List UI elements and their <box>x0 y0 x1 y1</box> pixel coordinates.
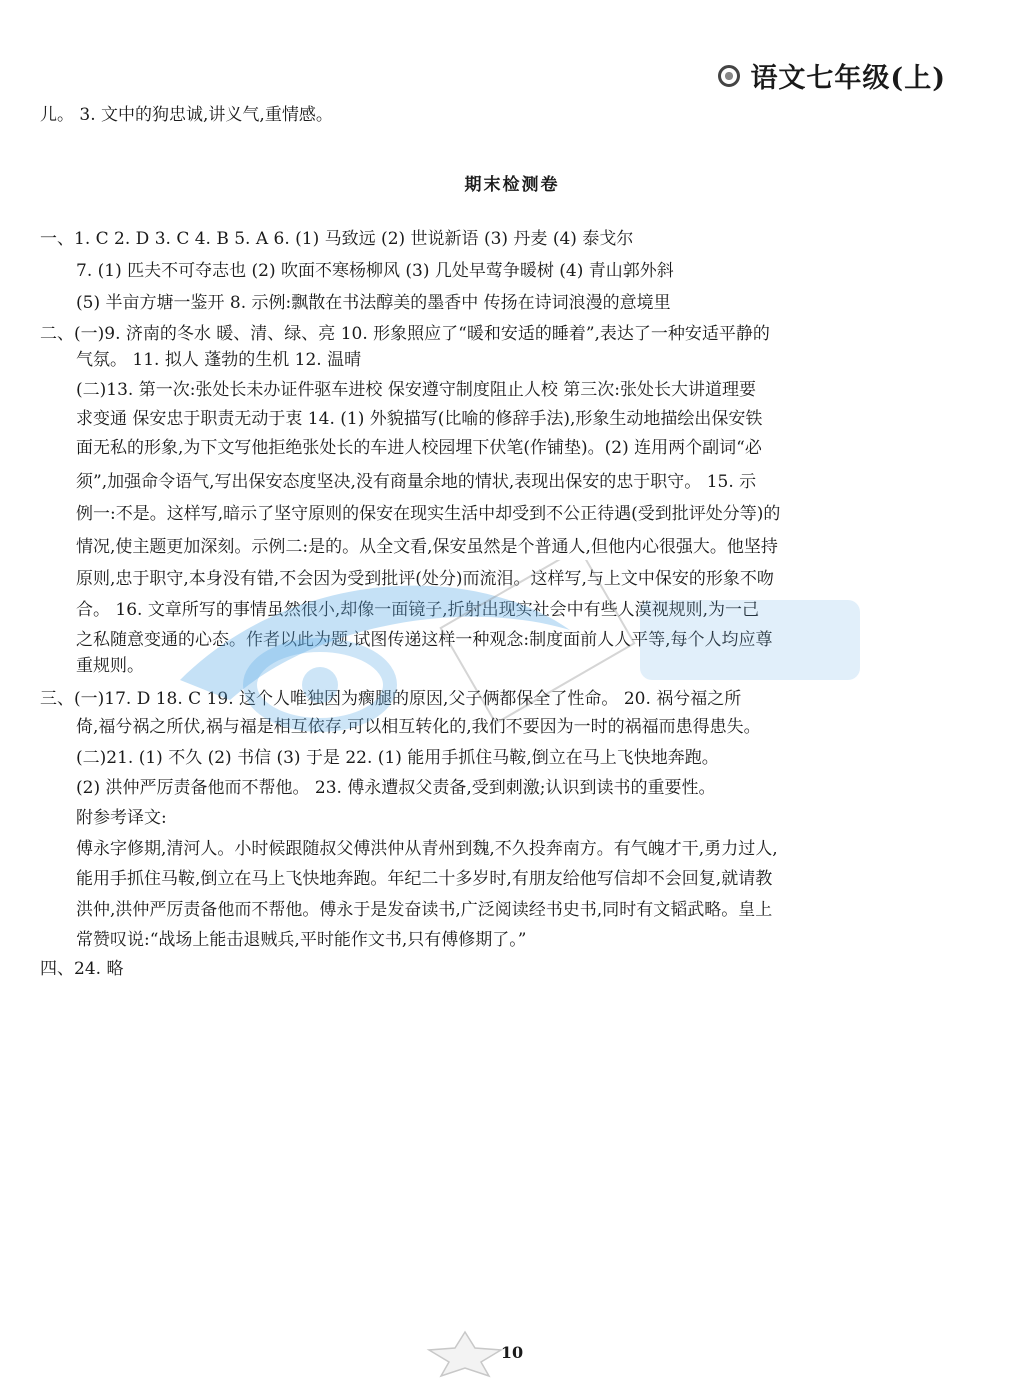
page-number: 10 <box>500 1343 524 1362</box>
answer-line: 重规则。 <box>76 656 144 676</box>
answer-line: 例一:不是。这样写,暗示了坚守原则的保安在现实生活中却受到不公正待遇(受到批评处分等)的 <box>76 504 781 524</box>
translation-line: 傅永字修期,清河人。小时候跟随叔父傅洪仲从青州到魏,不久投奔南方。有气魄才干,勇力过人, <box>76 839 778 859</box>
answer-line: (2) 洪仲严厉责备他而不帮他。 23. 傅永遭叔父责备,受到刺激;认识到读书的重要性。 <box>76 778 716 798</box>
answer-line: 倚,福兮祸之所伏,祸与福是相互依存,可以相互转化的,我们不要因为一时的祸福而患得患失。 <box>76 717 761 737</box>
answer-line: 附参考译文: <box>76 808 167 828</box>
answer-line: 三、(一)17. D 18. C 19. 这个人唯独因为瘸腿的原因,父子俩都保全了性命。 20. 祸兮福之所 <box>40 689 742 709</box>
answer-line: 求变通 保安忠于职责无动于衷 14. (1) 外貌描写(比喻的修辞手法),形象生动地描绘出保安铁 <box>76 409 763 429</box>
continuation-line: 儿。 3. 文中的狗忠诚,讲义气,重情感。 <box>40 105 333 125</box>
answer-line: (二)21. (1) 不久 (2) 书信 (3) 于是 22. (1) 能用手抓住马鞍,倒立在马上飞快地奔跑。 <box>76 748 719 768</box>
subject-title: 语文七年级(上) <box>750 63 946 94</box>
translation-line: 能用手抓住马鞍,倒立在马上飞快地奔跑。年纪二十多岁时,有朋友给他写信却不会回复,就请教 <box>76 869 773 889</box>
answer-line: 二、(一)9. 济南的冬水 暖、清、绿、亮 10. 形象照应了“暖和安适的睡着”,表达了一种安适平静的 <box>40 324 770 344</box>
circle-bullet-icon <box>718 65 740 87</box>
answer-line: 原则,忠于职守,本身没有错,不会因为受到批评(处分)而流泪。这样写,与上文中保安的形象不吻 <box>76 569 774 589</box>
answer-line: 情况,使主题更加深刻。示例二:是的。从全文看,保安虽然是个普通人,但他内心很强大。他坚持 <box>76 537 778 557</box>
answer-line: 之私随意变通的心态。作者以此为题,试图传递这样一种观念:制度面前人人平等,每个人均应尊 <box>76 630 773 650</box>
answer-line: 气氛。 11. 拟人 蓬勃的生机 12. 温晴 <box>76 350 362 370</box>
section-title: 期末检测卷 <box>464 175 560 195</box>
page-header <box>718 56 946 95</box>
answer-line: 一、1. C 2. D 3. C 4. B 5. A 6. (1) 马致远 (2) 世说新语 (3) 丹麦 (4) 泰戈尔 <box>40 229 634 249</box>
translation-line: 洪仲,洪仲严厉责备他而不帮他。傅永于是发奋读书,广泛阅读经书史书,同时有文韬武略。皇上 <box>76 900 773 920</box>
answer-line: 须”,加强命令语气,写出保安态度坚决,没有商量余地的情状,表现出保安的忠于职守。 15. 示 <box>76 472 757 492</box>
translation-line: 常赞叹说:“战场上能击退贼兵,平时能作文书,只有傅修期了。” <box>76 930 527 950</box>
answer-line: 7. (1) 匹夫不可夺志也 (2) 吹面不寒杨柳风 (3) 几处早莺争暖树 (4) 青山郭外斜 <box>76 261 674 281</box>
answer-line: 面无私的形象,为下文写他拒绝张处长的车进人校园埋下伏笔(作铺垫)。(2) 连用两个副词“必 <box>76 438 762 458</box>
answer-line: (5) 半亩方塘一鉴开 8. 示例:飘散在书法醇美的墨香中 传扬在诗词浪漫的意境里 <box>76 293 671 313</box>
answer-line: 合。 16. 文章所写的事情虽然很小,却像一面镜子,折射出现实社会中有些人漠视规则,为一己 <box>76 600 760 620</box>
answer-line: (二)13. 第一次:张处长未办证件驱车进校 保安遵守制度阻止人校 第三次:张处长大讲道理要 <box>76 380 756 400</box>
answer-line: 四、24. 略 <box>40 959 124 979</box>
